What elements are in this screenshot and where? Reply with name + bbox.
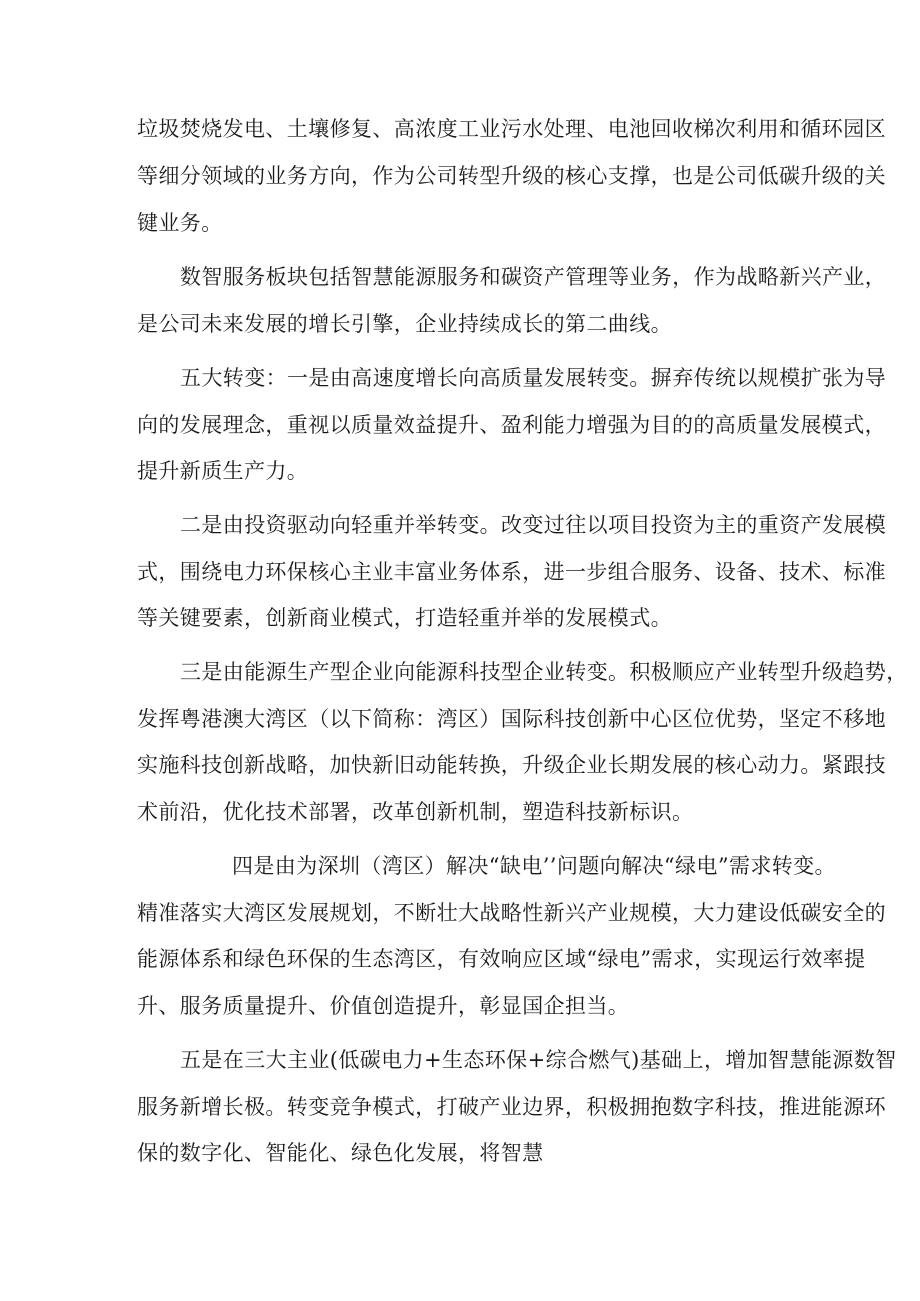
text-line: 服务新增长极。转变竞争模式，打破产业边界，积极拥抱数字科技，推进能源环 (137, 1095, 886, 1119)
text-line: 升、服务质量提升、价值创造提升，彰显国企担当。 (137, 994, 630, 1018)
text-line: 发挥粤港澳大湾区（以下简称：湾区）国际科技创新中心区位优势，坚定不移地 (137, 707, 886, 731)
text-line: 数智服务板块包括智慧能源服务和碳资产管理等业务，作为战略新兴产业， (180, 265, 887, 289)
text-line: 术前沿，优化技术部署，改革创新机制，塑造科技新标识。 (137, 800, 694, 824)
text-line: 垃圾焚烧发电、土壤修复、高浓度工业污水处理、电池回收梯次利用和循环园区 (137, 117, 886, 141)
text-line: 向的发展理念，重视以质量效益提升、盈利能力增强为目的的高质量发展模式， (137, 413, 886, 437)
text-line: 五是在三大主业(低碳电力+生态环保+综合燃气)基础上，增加智慧能源数智 (180, 1048, 897, 1072)
text-line: 实施科技创新战略，加快新旧动能转换，升级企业长期发展的核心动力。紧跟技 (137, 753, 886, 777)
text-line: 五大转变：一是由高速度增长向高质量发展转变。摒弃传统以规模扩张为导 (180, 366, 887, 390)
text-line: 精准落实大湾区发展规划，不断壮大战略性新兴产业规模，大力建设低碳安全的 (137, 901, 886, 925)
text-line: 提升新质生产力。 (137, 459, 309, 483)
text-line: 保的数字化、智能化、绿色化发展，将智慧 (137, 1141, 544, 1165)
text-line: 等细分领域的业务方向，作为公司转型升级的核心支撑，也是公司低碳升级的关 (137, 164, 886, 188)
text-line: 三是由能源生产型企业向能源科技型企业转变。积极顺应产业转型升级趋势， (180, 660, 908, 684)
text-line: 式，围绕电力环保核心主业丰富业务体系，进一步组合服务、设备、技术、标准 (137, 560, 886, 584)
text-line: 能源体系和绿色环保的生态湾区，有效响应区域“绿电”需求，实现运行效率提 (137, 947, 866, 971)
text-line: 二是由投资驱动向轻重并举转变。改变过往以项目投资为主的重资产发展模 (180, 513, 887, 537)
text-line: 键业务。 (137, 211, 223, 235)
text-line: 是公司未来发展的增长引擎，企业持续成长的第二曲线。 (137, 312, 672, 336)
text-line: 四是由为深圳（湾区）解决“缺电’’问题向解决“绿电”需求转变。 (232, 854, 836, 878)
text-line: 等关键要素，创新商业模式，打造轻重并举的发展模式。 (137, 606, 672, 630)
